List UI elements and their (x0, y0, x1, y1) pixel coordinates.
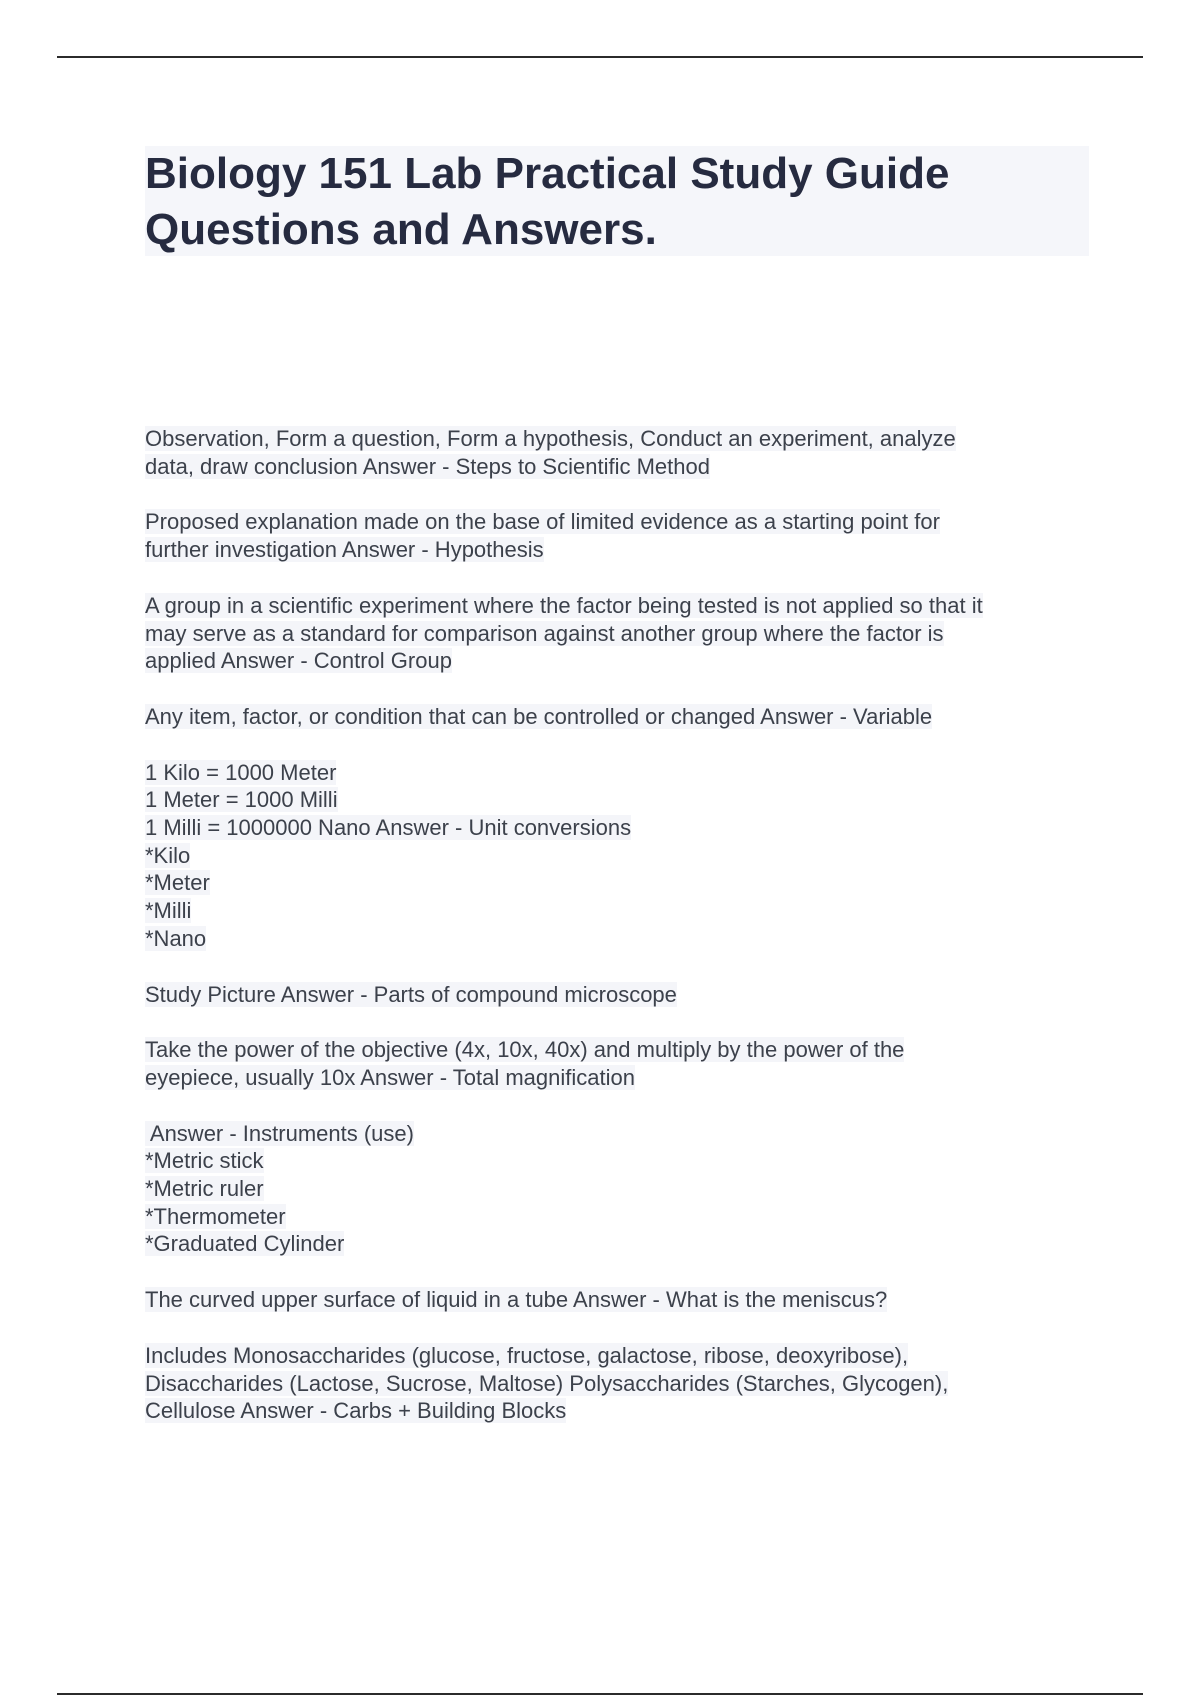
qa-entry-microscope-parts (145, 981, 1085, 1009)
qa-entry-total-magnification (145, 1036, 1085, 1091)
qa-line: applied Answer - Control Group (145, 648, 452, 674)
qa-line: Study Picture Answer - Parts of compound microscope (145, 981, 677, 1007)
qa-line: *Graduated Cylinder (145, 1231, 345, 1257)
qa-line: Observation, Form a question, Form a hypothesis, Conduct an experiment, analyze (145, 426, 956, 451)
qa-line: Any item, factor, or condition that can be controlled or changed Answer - Variable (145, 703, 933, 729)
qa-line: further investigation Answer - Hypothesis (145, 537, 544, 563)
bottom-divider (57, 1693, 1143, 1695)
top-divider (57, 56, 1143, 58)
qa-entry-meniscus (145, 1286, 1085, 1314)
qa-line: The curved upper surface of liquid in a tube Answer - What is the meniscus? (145, 1287, 888, 1313)
qa-line: Cellulose Answer - Carbs + Building Blocks (145, 1398, 567, 1424)
qa-line: *Nano (145, 925, 207, 951)
qa-entry-carbs (145, 1342, 1085, 1425)
qa-line: A group in a scientific experiment where the factor being tested is not applied so that it (145, 592, 983, 618)
qa-line: *Meter (145, 870, 210, 896)
qa-line: eyepiece, usually 10x Answer - Total magnification (145, 1064, 635, 1090)
qa-line: data, draw conclusion Answer - Steps to Scientific Method (145, 453, 710, 479)
qa-line: 1 Milli = 1000000 Nano Answer - Unit conversions (145, 815, 632, 841)
qa-list (145, 425, 1085, 1453)
qa-entry-hypothesis (145, 508, 1085, 563)
qa-line: Includes Monosaccharides (glucose, fructose, galactose, ribose, deoxyribose), (145, 1342, 909, 1368)
title-line-1: Biology 151 Lab Practical Study Guide (145, 149, 950, 198)
qa-line: *Metric ruler (145, 1176, 264, 1202)
qa-line: Proposed explanation made on the base of limited evidence as a starting point for (145, 509, 940, 535)
qa-line: *Milli (145, 898, 192, 924)
qa-line: Take the power of the objective (4x, 10x, 40x) and multiply by the power of the (145, 1037, 905, 1063)
document-title (145, 146, 1089, 258)
title-line-2: Questions and Answers. (145, 205, 657, 254)
qa-entry-unit-conversions (145, 759, 1085, 953)
qa-entry-variable (145, 703, 1085, 731)
qa-line: 1 Meter = 1000 Milli (145, 787, 338, 813)
qa-line: *Kilo (145, 842, 191, 868)
qa-line: *Metric stick (145, 1148, 264, 1174)
qa-entry-scientific-method (145, 425, 1085, 480)
qa-line: Answer - Instruments (use) (145, 1120, 414, 1146)
qa-line: *Thermometer (145, 1203, 286, 1229)
qa-line: may serve as a standard for comparison against another group where the factor is (145, 620, 944, 646)
qa-line: Disaccharides (Lactose, Sucrose, Maltose) Polysaccharides (Starches, Glycogen), (145, 1370, 949, 1396)
qa-entry-instruments (145, 1120, 1085, 1259)
qa-line: 1 Kilo = 1000 Meter (145, 759, 337, 785)
qa-entry-control-group (145, 592, 1085, 675)
